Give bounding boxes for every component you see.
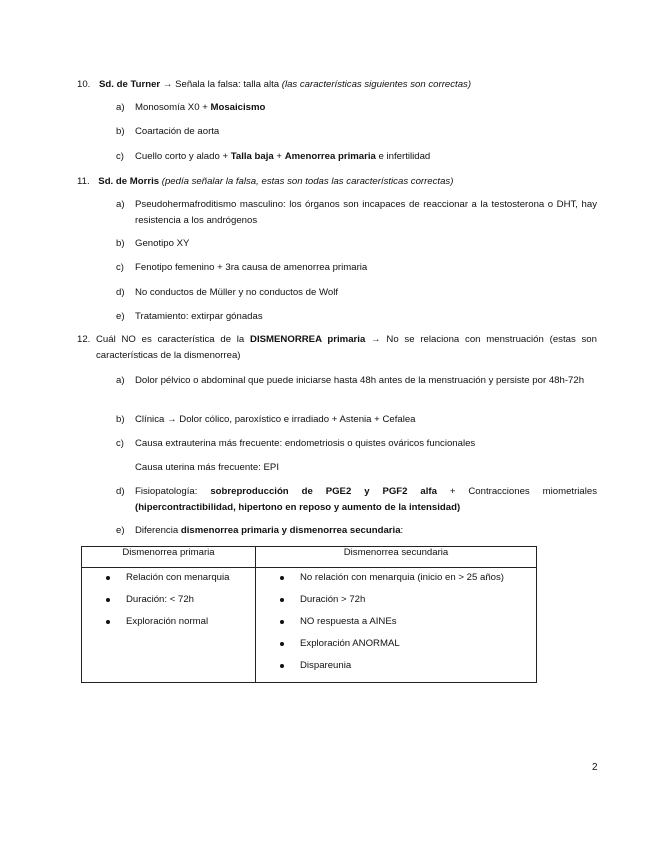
list-item: Exploración ANORMAL	[256, 637, 536, 659]
item-letter: c)	[116, 151, 124, 162]
table-cell-primary	[82, 568, 256, 683]
item-text: Causa uterina más frecuente: EPI	[135, 462, 279, 473]
arrow-right-icon: →	[162, 79, 173, 90]
item-text: + Contracciones miometriales	[436, 486, 597, 497]
list-item: NO respuesta a AINEs	[256, 615, 536, 637]
item-text: Clínica	[135, 414, 165, 425]
q12-item-b	[116, 412, 416, 428]
bullet-icon	[280, 598, 284, 602]
q11-item-d	[116, 285, 338, 301]
q11-item-a	[116, 197, 597, 229]
item-letter: d)	[116, 287, 125, 298]
q12-item-d	[116, 484, 597, 516]
bullet-icon	[280, 642, 284, 646]
q11-item-c	[116, 260, 367, 276]
q10-item-a	[116, 100, 265, 116]
q12-bold: DISMENORREA primaria	[250, 334, 366, 345]
q12-number: 12.	[77, 334, 91, 345]
q10-item-c	[116, 149, 430, 165]
list-item: Relación con menarquia	[82, 571, 255, 593]
item-bold: sobreproducción de PGE2 y PGF2 alfa	[210, 486, 437, 497]
item-text: Coartación de aorta	[135, 126, 220, 137]
item-text: +	[273, 151, 285, 162]
item-letter: a)	[116, 102, 125, 113]
bullet-icon	[280, 664, 284, 668]
item-text: Fisiopatología:	[135, 486, 211, 497]
item-text: Fenotipo femenino + 3ra causa de amenorrea primaria	[135, 262, 368, 273]
q11-note: (pedía señalar la falsa, estas son todas las características correctas)	[161, 176, 454, 187]
q11-heading	[77, 174, 453, 190]
q11-title: Sd. de Morris	[98, 176, 160, 187]
q12-heading	[77, 332, 597, 364]
q12-item-e	[116, 523, 403, 539]
q12-item-c-extra	[135, 460, 279, 476]
item-letter: e)	[116, 311, 125, 322]
item-text: Diferencia	[135, 525, 181, 536]
item-letter: b)	[116, 238, 125, 249]
item-text: Pseudohermafroditismo masculino: los órganos son incapaces de reaccionar a la testosterona o DHT, hay resistencia a los andrógenos	[135, 199, 597, 226]
item-letter: b)	[116, 414, 125, 425]
item-text: Monosomía X0 +	[135, 102, 211, 113]
item-text: Dolor cólico, paroxístico e irradiado + Astenia + Cefalea	[179, 414, 416, 425]
item-letter: a)	[116, 375, 125, 386]
q12-text: Cuál NO es característica de la	[96, 334, 251, 345]
item-text: No conductos de Müller y no conductos de Wolf	[135, 287, 339, 298]
item-bold: dismenorrea primaria y dismenorrea secundaria	[180, 525, 401, 536]
item-bold: Talla baja	[230, 151, 274, 162]
list-item: Duración > 72h	[256, 593, 536, 615]
item-text: Tratamiento: extirpar gónadas	[135, 311, 263, 322]
item-text: Dolor pélvico o abdominal que puede iniciarse hasta 48h antes de la menstruación y persiste por 48h-72h	[135, 375, 585, 386]
list-item: Duración: < 72h	[82, 593, 255, 615]
list-item: Dispareunia	[256, 659, 536, 681]
item-letter: a)	[116, 199, 125, 210]
item-text: Cuello corto y alado +	[135, 151, 231, 162]
arrow-right-icon: →	[167, 414, 177, 425]
bullet-icon	[106, 598, 110, 602]
list-item: No relación con menarquia (inicio en > 25 años)	[256, 571, 536, 593]
list-item: Exploración normal	[82, 615, 255, 637]
item-text: Genotipo XY	[135, 238, 190, 249]
primary-bullet-list	[82, 571, 255, 637]
q11-item-b	[116, 236, 189, 252]
item-letter: c)	[116, 262, 124, 273]
item-letter: d)	[116, 486, 125, 497]
table-row	[82, 568, 537, 683]
item-text: e infertilidad	[375, 151, 431, 162]
q11-number: 11.	[77, 176, 90, 187]
item-text: :	[400, 525, 404, 536]
item-letter: e)	[116, 525, 125, 536]
item-letter: c)	[116, 438, 124, 449]
bullet-icon	[280, 620, 284, 624]
item-letter: b)	[116, 126, 125, 137]
bullet-icon	[106, 576, 110, 580]
q10-item-b	[116, 124, 219, 140]
arrow-right-icon: →	[371, 334, 381, 345]
q12-item-c	[116, 436, 475, 452]
q10-note: (las características siguientes son correctas)	[281, 79, 472, 90]
table-header-primary: Dismenorrea primaria	[82, 547, 256, 568]
q12-text: No se relaciona con menstruación (estas son características de la dismenorrea)	[96, 334, 597, 361]
secondary-bullet-list	[256, 571, 536, 681]
item-bold: (hipercontractibilidad, hipertono en reposo y aumento de la intensidad)	[135, 502, 461, 513]
item-text: Causa extrauterina más frecuente: endometriosis o quistes ováricos funcionales	[135, 438, 476, 449]
table-header-secondary: Dismenorrea secundaria	[256, 547, 537, 568]
table-cell-secondary	[256, 568, 537, 683]
q10-prompt: Señala la falsa: talla alta	[175, 79, 280, 90]
q11-item-e	[116, 309, 263, 325]
comparison-table	[81, 546, 537, 683]
page-number: 2	[592, 762, 598, 773]
q10-title: Sd. de Turner	[99, 79, 161, 90]
q12-item-a	[116, 373, 597, 389]
bullet-icon	[106, 620, 110, 624]
table-header-row	[82, 547, 537, 568]
q10-heading	[77, 77, 471, 93]
item-bold: Mosaicismo	[210, 102, 266, 113]
item-bold: Amenorrea primaria	[284, 151, 376, 162]
q10-number: 10.	[77, 79, 91, 90]
bullet-icon	[280, 576, 284, 580]
